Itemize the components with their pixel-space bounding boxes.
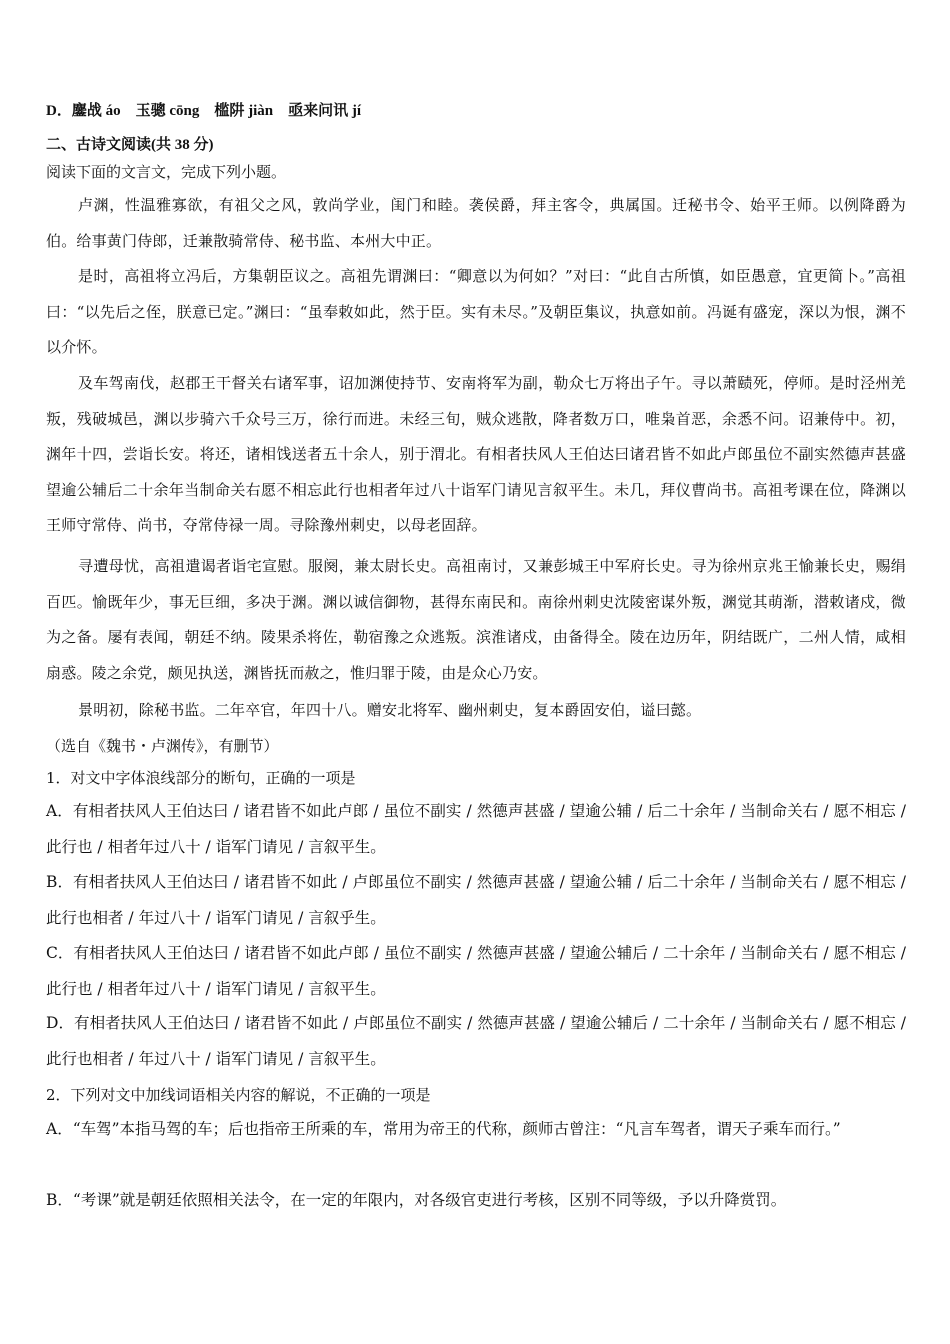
passage-paragraph-1: 卢渊，性温雅寡欲，有祖父之风，敦尚学业，闺门和睦。袭侯爵，拜主客令，典属国。迁秘书令、始平王师。以例降爵为伯。给事黄门侍郎，迁兼散骑常侍、秘书监、本州大中正。 bbox=[46, 196, 906, 250]
question-1-option-b: B．有相者扶风人王伯达曰 / 诸君皆不如此 / 卢郎虽位不副实 / 然德声甚盛 / 望逾公辅 / 后二十余年 / 当制命关右 / 愿不相忘 / 此行也相者 / 年过八十 / 诣军门请见 / 言叙乎生。 bbox=[46, 873, 906, 927]
question-1-option-d: D．有相者扶风人王伯达曰 / 诸君皆不如此 / 卢郎虽位不副实 / 然德声甚盛 / 望逾公辅后 / 二十余年 / 当制命关右 / 愿不相忘 / 此行也相者 / 年过八十 / 诣军门请见 / 言叙平生。 bbox=[46, 1014, 906, 1068]
instruction: 阅读下面的文言文，完成下列小题。 bbox=[46, 163, 287, 181]
source-note: （选自《魏书・卢渊传》，有删节） bbox=[46, 737, 279, 755]
option-d-line: D．鏖战 áo 玉骢 cōng 槛阱 jiàn 亟来问讯 jí bbox=[46, 103, 362, 119]
question-2-option-b: B．“考课”就是朝廷依照相关法令，在一定的年限内，对各级官吏进行考核，区别不同等级，予以升降赏罚。 bbox=[46, 1191, 787, 1209]
question-1-option-a: A．有相者扶风人王伯达曰 / 诸君皆不如此卢郎 / 虽位不副实 / 然德声甚盛 / 望逾公辅 / 后二十余年 / 当制命关右 / 愿不相忘 / 此行也 / 相者年过八十 / 诣军门请见 / 言叙平生。 bbox=[46, 802, 906, 856]
passage-paragraph-3: 及车驾南伐，赵郡王干督关右诸军事，诏加渊使持节、安南将军为副，勒众七万将出子午。寻以萧赜死，停师。是时泾州羌叛，残破城邑，渊以步骑六千众号三万，徐行而进。未经三旬，贼众逃散，降者数万口，唯枭首恶，余悉不问。诏兼侍中。初，渊年十四，尝诣长安。将还，诸相饯送者五十余人，别于渭北。有相者扶风人王伯达曰诸君皆不如此卢郎虽位不副实然德声甚盛望逾公辅后二十余年当制命关右愿不相忘此行也相者年过八十诣军门请见言叙平生。未几，拜仪曹尚书。高祖考课在位，降渊以王师守常侍、尚书，夺常侍禄一周。寻除豫州刺史，以母老固辞。 bbox=[46, 374, 906, 534]
question-2-stem: 2．下列对文中加线词语相关内容的解说，不正确的一项是 bbox=[46, 1086, 431, 1104]
passage-paragraph-5: 景明初，除秘书监。二年卒官，年四十八。赠安北将军、幽州刺史，复本爵固安伯，谥曰懿。 bbox=[78, 701, 702, 719]
passage-paragraph-2: 是时，高祖将立冯后，方集朝臣议之。高祖先谓渊曰：“卿意以为何如？”对曰：“此自古所慎，如臣愚意，宜更简卜。”高祖曰：“以先后之侄，朕意已定。”渊曰：“虽奉敕如此，然于臣。实有未尽。”及朝臣集议，执意如前。冯诞有盛宠，深以为恨，渊不以介怀。 bbox=[46, 267, 906, 356]
question-1-option-c: C．有相者扶风人王伯达曰 / 诸君皆不如此卢郎 / 虽位不副实 / 然德声甚盛 / 望逾公辅后 / 二十余年 / 当制命关右 / 愿不相忘 / 此行也 / 相者年过八十 / 诣军门请见 / 言叙平生。 bbox=[46, 944, 906, 998]
section-title: 二、古诗文阅读(共 38 分) bbox=[46, 137, 214, 153]
question-1-stem: 1．对文中字体浪线部分的断句，正确的一项是 bbox=[46, 769, 356, 787]
passage-paragraph-4: 寻遭母忧，高祖遣谒者诣宅宣慰。服阕，兼太尉长史。高祖南讨，又兼彭城王中军府长史。寻为徐州京兆王愉兼长史，赐绢百匹。愉既年少，事无巨细，多决于渊。渊以诚信御物，甚得东南民和。南徐州刺史沈陵密谋外叛，渊觉其萌渐，潜敕诸戍，微为之备。屡有表闻，朝廷不纳。陵果杀将佐，勒宿豫之众逃叛。滨淮诸戍，由备得全。陵在边历年，阴结既广，二州人情，咸相扇惑。陵之余党，颇见执送，渊皆抚而赦之，惟归罪于陵，由是众心乃安。 bbox=[46, 557, 906, 682]
question-2-option-a: A．“车驾”本指马驾的车；后也指帝王所乘的车，常用为帝王的代称，颜师古曾注：“凡言车驾者，谓天子乘车而行。” bbox=[46, 1120, 841, 1138]
